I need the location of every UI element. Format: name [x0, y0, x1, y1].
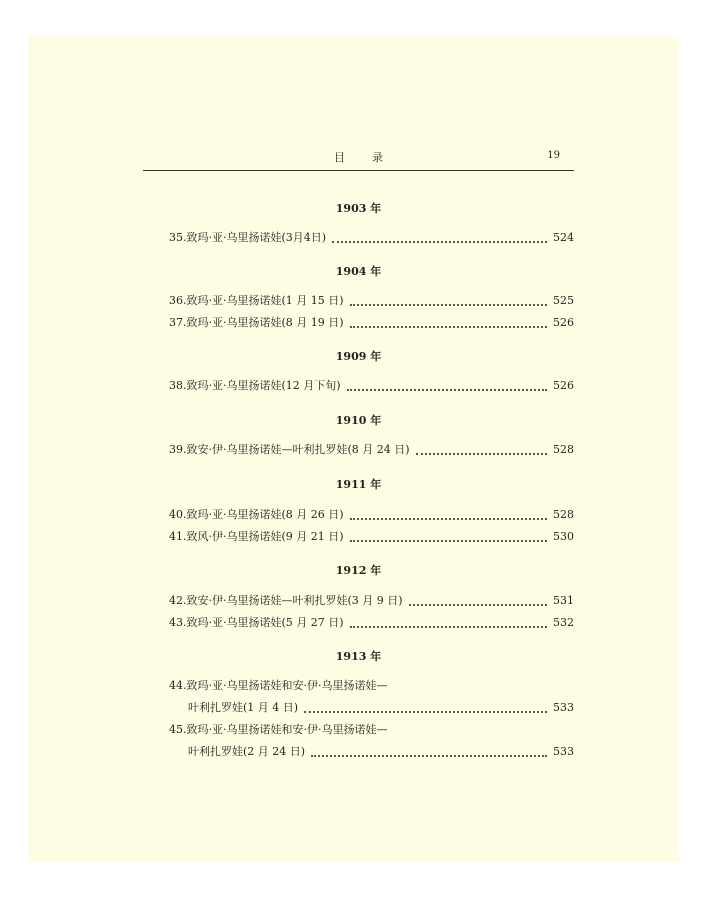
entry-page: 530: [553, 530, 574, 543]
entry-title: 39.致安·伊·乌里扬诺娃—叶利扎罗娃(8 月 24 日): [169, 443, 410, 456]
book-page: [28, 36, 679, 862]
year-heading: 1913 年: [335, 650, 382, 663]
dot-leader: [311, 746, 547, 757]
entry-page: 528: [553, 443, 574, 456]
entry-title: 35.致玛·亚·乌里扬诺娃(3月4日): [169, 231, 327, 244]
dot-leader: [332, 232, 547, 243]
dot-leader: [347, 380, 547, 391]
dot-leader: [350, 295, 547, 306]
entry-title-continuation: 叶利扎罗娃(2 月 24 日): [188, 745, 306, 758]
toc-entry[interactable]: [169, 441, 574, 457]
entry-page: 525: [553, 294, 574, 307]
entry-title: 44.致玛·亚·乌里扬诺娃和安·伊·乌里扬诺娃—: [169, 679, 388, 692]
running-header: [143, 147, 574, 171]
entry-page: 533: [553, 701, 574, 714]
year-heading: 1903 年: [335, 202, 382, 215]
toc-entry[interactable]: [169, 292, 574, 308]
entry-title: 38.致玛·亚·乌里扬诺娃(12 月下旬): [169, 379, 341, 392]
dot-leader: [409, 595, 547, 606]
header-title: 目录: [334, 151, 410, 164]
header-page-number: 19: [547, 150, 560, 161]
toc-entry-continuation[interactable]: [188, 743, 574, 759]
entry-title: 42.致安·伊·乌里扬诺娃—叶利扎罗娃(3 月 9 日): [169, 594, 403, 607]
dot-leader: [416, 444, 547, 455]
toc-entry[interactable]: [169, 377, 574, 393]
toc-entry[interactable]: [169, 528, 574, 544]
toc-entry[interactable]: [169, 614, 574, 630]
entry-page: 524: [553, 231, 574, 244]
toc-entry[interactable]: [169, 314, 574, 330]
year-heading: 1904 年: [335, 265, 382, 278]
toc-entry-continuation[interactable]: [188, 699, 574, 715]
entry-page: 526: [553, 316, 574, 329]
dot-leader: [304, 702, 547, 713]
year-heading: 1911 年: [335, 478, 382, 491]
toc-entry[interactable]: [169, 721, 574, 737]
entry-title: 40.致玛·亚·乌里扬诺娃(8 月 26 日): [169, 508, 344, 521]
year-heading: 1912 年: [335, 564, 382, 577]
dot-leader: [350, 617, 547, 628]
toc-entry[interactable]: [169, 506, 574, 522]
entry-title: 43.致玛·亚·乌里扬诺娃(5 月 27 日): [169, 616, 344, 629]
entry-title-continuation: 叶利扎罗娃(1 月 4 日): [188, 701, 299, 714]
dot-leader: [350, 509, 547, 520]
toc-entry[interactable]: [169, 677, 574, 693]
entry-page: 531: [553, 594, 574, 607]
entry-page: 526: [553, 379, 574, 392]
dot-leader: [350, 317, 547, 328]
entry-title: 45.致玛·亚·乌里扬诺娃和安·伊·乌里扬诺娃—: [169, 723, 388, 736]
dot-leader: [350, 531, 547, 542]
entry-title: 41.致风·伊·乌里扬诺娃(9 月 21 日): [169, 530, 344, 543]
entry-page: 532: [553, 616, 574, 629]
toc-entry[interactable]: [169, 592, 574, 608]
entry-title: 36.致玛·亚·乌里扬诺娃(1 月 15 日): [169, 294, 344, 307]
toc-entry[interactable]: [169, 229, 574, 245]
year-heading: 1909 年: [335, 350, 382, 363]
year-heading: 1910 年: [335, 414, 382, 427]
entry-page: 533: [553, 745, 574, 758]
entry-title: 37.致玛·亚·乌里扬诺娃(8 月 19 日): [169, 316, 344, 329]
entry-page: 528: [553, 508, 574, 521]
